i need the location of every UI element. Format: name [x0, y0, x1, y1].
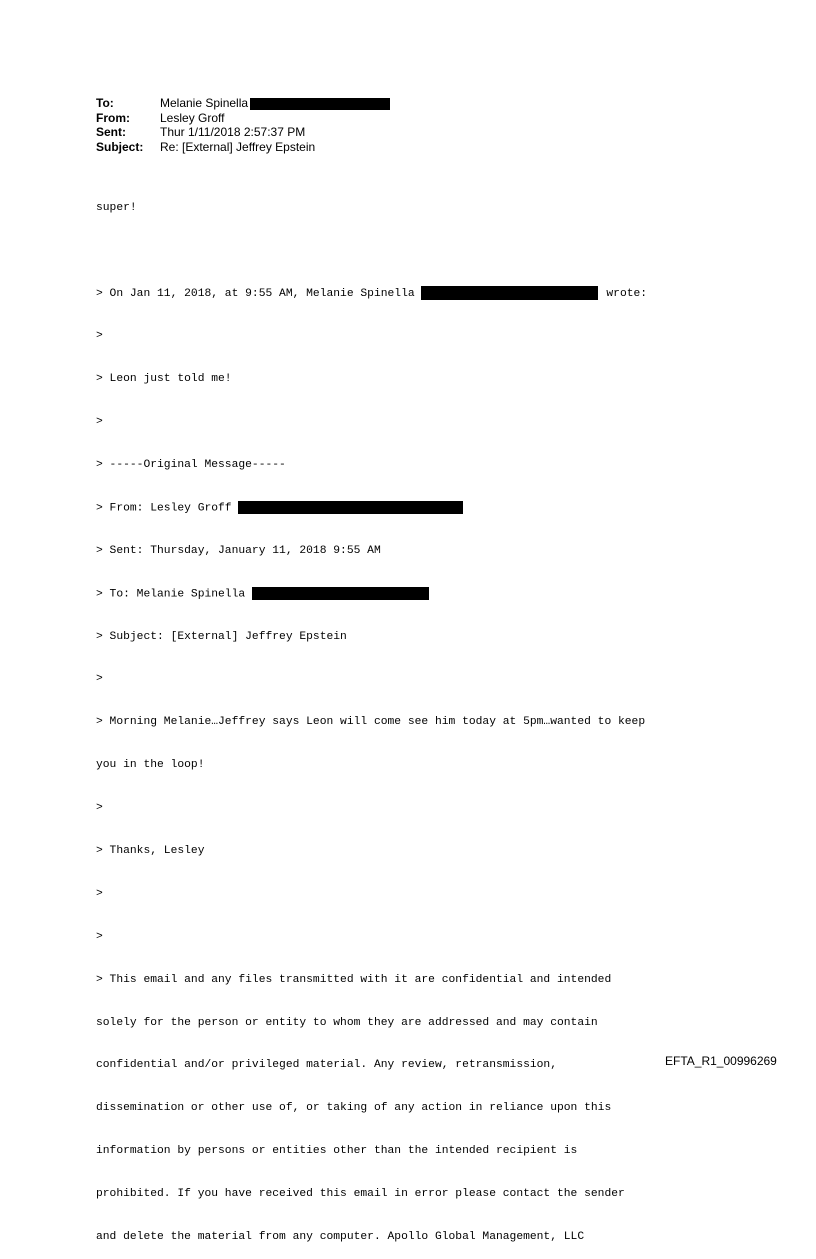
quote-from-text: > From: Lesley Groff	[96, 502, 239, 515]
quote-intro	[96, 286, 736, 300]
redaction-box	[250, 98, 390, 110]
subject-label: Subject:	[96, 139, 144, 154]
sent-label: Sent:	[96, 125, 126, 139]
to-label: To:	[96, 96, 114, 110]
redaction-box	[421, 286, 598, 300]
redaction-box	[252, 587, 429, 600]
header-subject-row	[96, 140, 390, 155]
email-body	[96, 172, 736, 1259]
quote-line: > Leon just told me!	[96, 373, 232, 386]
quote-line: >	[96, 673, 103, 686]
header-to-row	[96, 96, 390, 111]
quote-line: > -----Original Message-----	[96, 458, 286, 471]
from-value: Lesley Groff	[160, 110, 225, 125]
to-name: Melanie Spinella	[160, 96, 249, 110]
quote-line: >	[96, 887, 103, 900]
reply-text: super!	[96, 201, 137, 214]
quote-to-text: > To: Melanie Spinella	[96, 588, 252, 601]
quote-from	[96, 501, 736, 515]
quote-line: >	[96, 930, 103, 943]
quote-to	[96, 587, 736, 601]
document-id: EFTA_R1_00996269	[665, 1054, 777, 1068]
quote-line: > Morning Melanie…Jeffrey says Leon will come see him today at 5pm…wanted to keep	[96, 716, 646, 729]
header-from-row	[96, 111, 390, 126]
quote-intro-text: > On Jan 11, 2018, at 9:55 AM, Melanie Spinella	[96, 288, 422, 301]
quote-intro-wrote: wrote:	[606, 288, 648, 301]
redaction-box	[238, 501, 463, 514]
disclaimer-line: dissemination or other use of, or taking of any action in reliance upon this	[96, 1102, 612, 1115]
to-value	[160, 96, 390, 111]
disclaimer-line: confidential and/or privileged material. Any review, retransmission,	[96, 1059, 557, 1072]
quote-line: > Subject: [External] Jeffrey Epstein	[96, 630, 347, 643]
quote-line: >	[96, 330, 103, 343]
disclaimer-line: information by persons or entities other than the intended recipient is	[96, 1145, 578, 1158]
sent-value: Thur 1/11/2018 2:57:37 PM	[160, 125, 306, 139]
quote-line: > Sent: Thursday, January 11, 2018 9:55 AM	[96, 544, 381, 557]
disclaimer-line: and delete the material from any computer. Apollo Global Management, LLC	[96, 1230, 585, 1243]
header-sent-row	[96, 125, 390, 140]
email-header	[96, 96, 390, 154]
disclaimer-line: solely for the person or entity to whom they are addressed and may contain	[96, 1016, 598, 1029]
spacer	[96, 243, 736, 257]
disclaimer-line: prohibited. If you have received this email in error please contact the sender	[96, 1188, 625, 1201]
quote-line: you in the loop!	[96, 759, 205, 772]
disclaimer-line: > This email and any files transmitted with it are confidential and intended	[96, 973, 612, 986]
quote-line: > Thanks, Lesley	[96, 844, 205, 857]
subject-value: Re: [External] Jeffrey Epstein	[160, 139, 316, 154]
quote-line: >	[96, 416, 103, 429]
from-label: From:	[96, 110, 130, 125]
quote-line: >	[96, 802, 103, 815]
